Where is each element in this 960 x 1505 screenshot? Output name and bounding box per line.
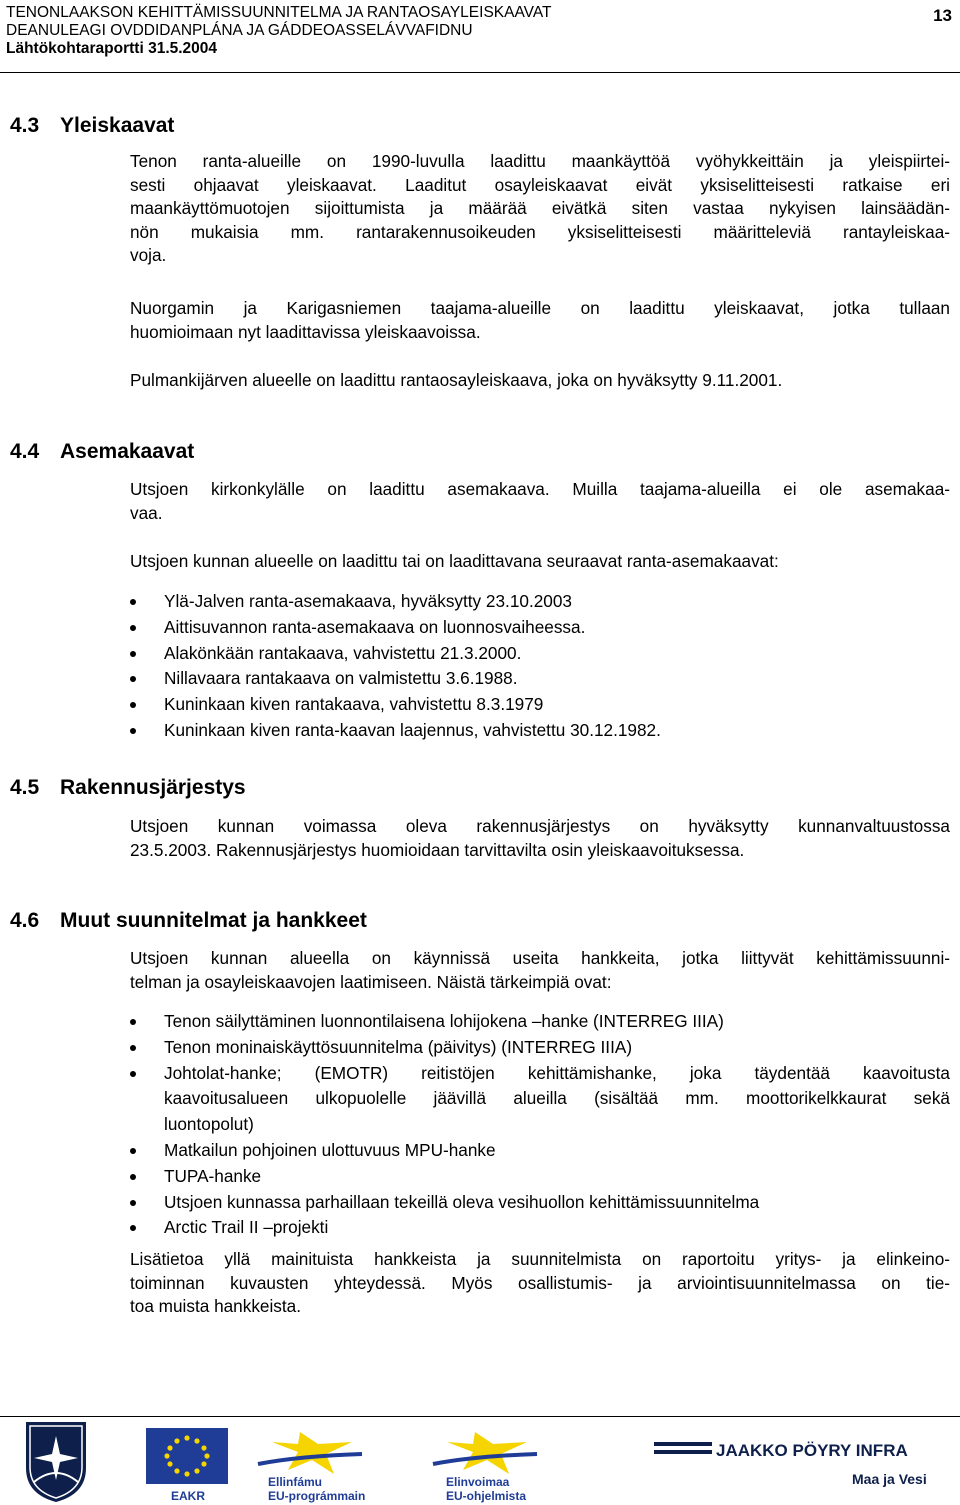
text-line: sesti ohjaavat yleiskaavat. Laaditut osayleiskaavat eivät yksiselitteisesti ratkaise eri: [130, 174, 950, 195]
text-line: toa muista hankkeista.: [130, 1296, 302, 1317]
list-item: [130, 1035, 950, 1061]
section-number: 4.6: [10, 909, 40, 932]
interreg-logo-text: Elinvoimaa: [446, 1475, 510, 1489]
list-item: [130, 1009, 950, 1035]
text-line: 23.5.2003. Rakennusjärjestys huomioidaan tarvittavilta osin yleiskaavoituksessa.: [130, 839, 745, 860]
list-item: Kuninkaan kiven ranta-kaavan laajennus, vahvistettu 30.12.1982.: [130, 718, 950, 744]
list-item-line: kaavoitusalueen ulkopuolelle jäävillä alueilla (sisältää mm. moottorikelkkaurat sekä: [164, 1088, 950, 1109]
section-title: Asemakaavat: [60, 440, 195, 463]
interreg-logo-text: EU-prográmmain: [268, 1489, 366, 1503]
footer-logos: [0, 1420, 960, 1505]
text-line: huomioimaan nyt laadittavissa yleiskaavoissa.: [130, 321, 481, 342]
list-item: Aittisuvannon ranta-asemakaava on luonnosvaiheessa.: [130, 615, 950, 641]
interreg-star-icon: [258, 1432, 362, 1474]
list-item: [130, 1138, 950, 1164]
list-item: [130, 1164, 950, 1190]
paragraph: [130, 550, 950, 574]
paragraph: [130, 1248, 950, 1319]
section-heading-4-4: [10, 440, 194, 464]
text-line: Utsjoen kunnan alueella on käynnissä useita hankkeita, jotka liittyvät kehittämissuunni-: [130, 948, 950, 968]
list-item-line: Matkailun pohjoinen ulottuvuus MPU-hanke: [164, 1139, 496, 1160]
bullet-list: [130, 1009, 950, 1241]
text-line: Nuorgamin ja Karigasniemen taajama-alueille on laadittu yleiskaavat, jotka tullaan: [130, 298, 950, 318]
list-item-line: Arctic Trail II –projekti: [164, 1217, 329, 1238]
section-title: Yleiskaavat: [60, 114, 175, 137]
jaakko-poyry-name: JAAKKO PÖYRY INFRA: [716, 1441, 908, 1460]
section-number: 4.3: [10, 114, 40, 137]
list-item-line: TUPA-hanke: [164, 1165, 262, 1186]
text-line: Tenon ranta-alueille on 1990-luvulla laadittu maankäyttöä vyöhykkeittäin ja yleispiirtei-: [130, 151, 950, 171]
text-line: voja.: [130, 245, 167, 266]
text-line: toiminnan kuvausten yhteydessä. Myös osallistumis- ja arviointisuunnitelmassa on tie-: [130, 1272, 950, 1293]
municipality-emblem-icon: [26, 1422, 86, 1502]
section-number: 4.5: [10, 776, 40, 799]
text-line: nön mukaisia mm. rantarakennusoikeuden yksiselitteisesti määritteleviä rantayleiskaa-: [130, 221, 950, 242]
bullet-list: [130, 589, 950, 744]
text-line: Pulmankijärven alueelle on laadittu rantaosayleiskaava, joka on hyväksytty 9.11.2001.: [130, 370, 783, 390]
list-item-line: Tenon moninaiskäyttösuunnitelma (päivitys) (INTERREG IIIA): [164, 1036, 633, 1057]
text-line: Utsjoen kunnan alueelle on laadittu tai on laadittavana seuraavat ranta-asemakaavat:: [130, 551, 779, 571]
paragraph: [130, 947, 950, 994]
section-number: 4.4: [10, 440, 40, 463]
paragraph: [130, 297, 950, 344]
page-number: 13: [933, 6, 952, 25]
page-header: [6, 4, 954, 58]
header-report-date: Lähtökohtaraportti 31.5.2004: [6, 40, 218, 57]
list-item-line: Tenon säilyttäminen luonnontilaisena lohijokena –hanke (INTERREG IIIA): [164, 1011, 724, 1031]
list-item: Alakönkään rantakaava, vahvistettu 21.3.2000.: [130, 641, 950, 667]
interreg-star-icon: [433, 1432, 537, 1474]
paragraph: [130, 478, 950, 525]
paragraph: [130, 369, 950, 393]
text-line: telman ja osayleiskaavojen laatimiseen. Näistä tärkeimpiä ovat:: [130, 971, 612, 992]
section-heading-4-3: [10, 114, 174, 138]
list-item: Nillavaara rantakaava on valmistettu 3.6.1988.: [130, 666, 950, 692]
list-item-line: luontopolut): [164, 1114, 254, 1135]
header-report-title: TENONLAAKSON KEHITTÄMISSUUNNITELMA JA RANTAOSAYLEISKAAVAT: [6, 4, 552, 21]
interreg-logo-text: EU-ohjelmista: [446, 1489, 527, 1503]
list-item-line: Johtolat-hanke; (EMOTR) reitistöjen kehittämishanke, joka täydentää kaavoitusta: [164, 1062, 950, 1083]
section-heading-4-6: [10, 909, 367, 933]
section-title: Muut suunnitelmat ja hankkeet: [60, 909, 367, 932]
paragraph: [130, 150, 950, 268]
list-item: [130, 1061, 950, 1138]
list-item: Ylä-Jalven ranta-asemakaava, hyväksytty 23.10.2003: [130, 589, 950, 615]
jaakko-poyry-division: Maa ja Vesi: [852, 1471, 927, 1487]
text-line: Utsjoen kunnan voimassa oleva rakennusjärjestys on hyväksytty kunnanvaltuustossa: [130, 816, 950, 836]
eakr-label: EAKR: [171, 1489, 206, 1503]
paragraph: [130, 815, 950, 862]
text-line: vaa.: [130, 502, 163, 523]
eu-flag-icon: [146, 1428, 228, 1484]
list-item-line: Utsjoen kunnassa parhaillaan tekeillä oleva vesihuollon kehittämissuunnitelma: [164, 1191, 760, 1212]
text-line: Utsjoen kirkonkylälle on laadittu asemakaava. Muilla taajama-alueilla ei ole asemakaa-: [130, 479, 950, 499]
footer-divider: [0, 1416, 960, 1417]
header-report-title-sami: DEANULEAGI OVDDIDANPLÁNA JA GÁDDEOASSELÁVVAFIDNU: [6, 22, 473, 39]
interreg-logo-text: Ellinfámu: [268, 1475, 323, 1489]
header-divider: [0, 72, 960, 73]
list-item: [130, 1215, 950, 1241]
section-heading-4-5: [10, 776, 246, 800]
text-line: Lisätietoa yllä mainituista hankkeista ja suunnitelmista on raportoitu yritys- ja elinkeino-: [130, 1249, 950, 1269]
section-title: Rakennusjärjestys: [60, 776, 246, 799]
list-item: Kuninkaan kiven rantakaava, vahvistettu 8.3.1979: [130, 692, 950, 718]
text-line: maankäyttömuotojen sijoittumista ja määrää eivätkä siten vastaa nykyisen lainsäädän-: [130, 198, 950, 219]
list-item: [130, 1190, 950, 1216]
jaakko-poyry-logo: [654, 1442, 712, 1454]
